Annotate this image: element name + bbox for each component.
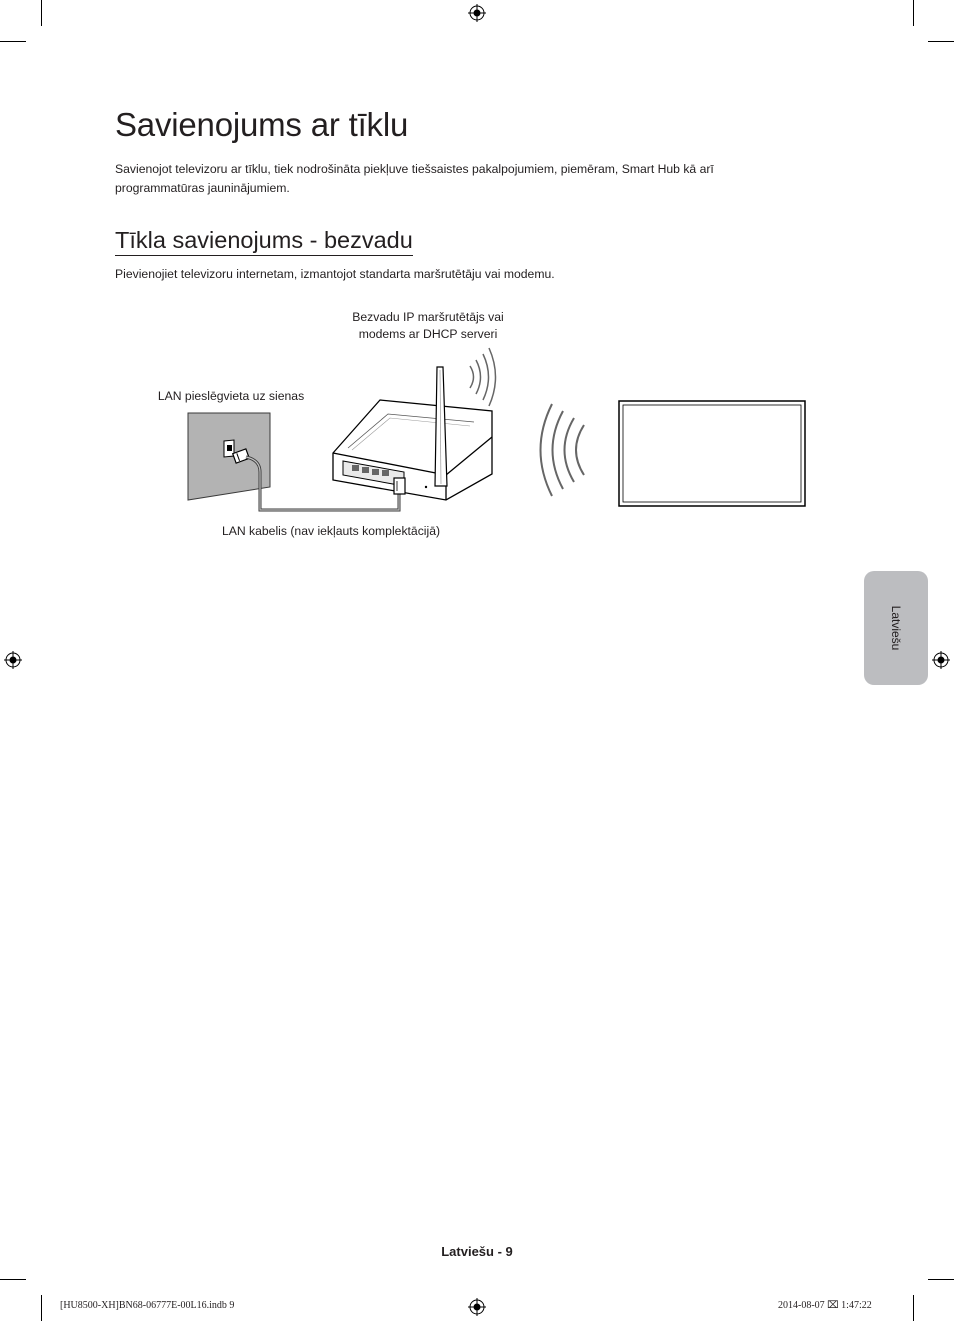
crop-mark (0, 1279, 26, 1280)
router-label: Bezvadu IP maršrutētājs vai modems ar DHCP serveri (352, 310, 504, 341)
wall-panel-icon (188, 413, 270, 500)
section-title: Tīkla savienojums - bezvadu (115, 227, 413, 256)
wireless-signal-icon (541, 404, 585, 496)
registration-mark-icon (932, 651, 950, 669)
page-footer: Latviešu - 9 (441, 1244, 513, 1259)
section-description: Pievienojiet televizoru internetam, izmantojot standarta maršrutētāju vai modemu. (115, 267, 555, 281)
crop-mark (928, 1279, 954, 1280)
page-title: Savienojums ar tīklu (115, 106, 409, 143)
tv-icon (619, 401, 805, 506)
language-side-tab-label: Latviešu (889, 605, 903, 651)
language-side-tab (864, 571, 928, 685)
intro-paragraph: Savienojot televizoru ar tīklu, tiek nodrošināta piekļuve tiešsaistes pakalpojumiem, piemēram, Smart Hub kā arī programmatūras jauninājumiem. (115, 162, 714, 195)
print-date-info: 2014-08-07 ⌧ 1:47:22 (778, 1300, 872, 1311)
crop-mark (41, 1295, 42, 1321)
registration-mark-icon (468, 1298, 486, 1316)
crop-mark (913, 1295, 914, 1321)
wireless-signal-icon (470, 348, 496, 406)
wireless-connection-diagram (0, 0, 954, 600)
wall-port-label: LAN pieslēgvieta uz sienas (157, 389, 305, 403)
lan-cable-label: LAN kabelis (nav iekļauts komplektācijā) (221, 524, 441, 538)
router-icon (333, 367, 492, 500)
print-file-info: [HU8500-XH]BN68-06777E-00L16.indb 9 (60, 1300, 235, 1311)
registration-mark-icon (4, 651, 22, 669)
